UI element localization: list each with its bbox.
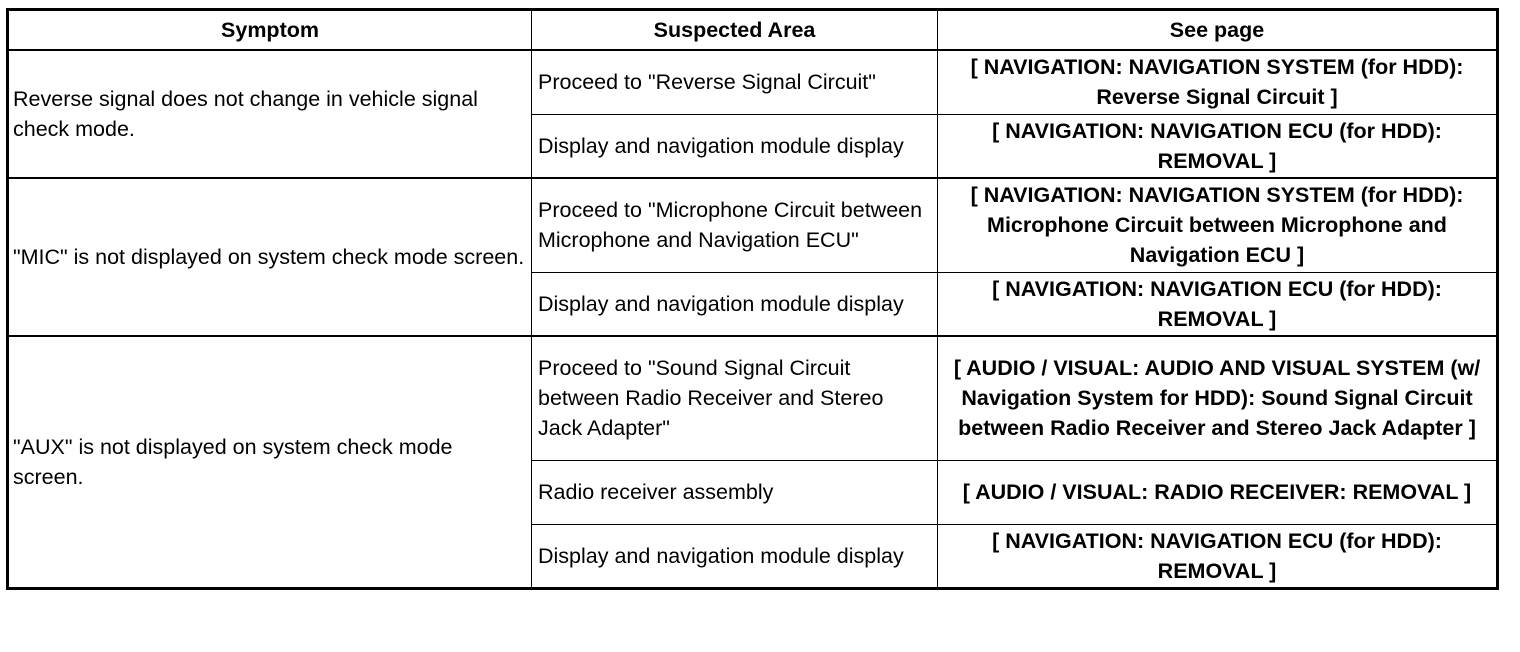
header-see-page: See page: [938, 10, 1498, 51]
troubleshooting-table: [6, 8, 1499, 590]
see-page-cell: [ NAVIGATION: NAVIGATION ECU (for HDD): REMOVAL ]: [938, 272, 1498, 336]
symptom-cell: Reverse signal does not change in vehicle signal check mode.: [8, 50, 532, 178]
suspected-area-cell: Radio receiver assembly: [532, 460, 938, 524]
see-page-cell: [ NAVIGATION: NAVIGATION SYSTEM (for HDD): Reverse Signal Circuit ]: [938, 50, 1498, 114]
suspected-area-cell: Display and navigation module display: [532, 524, 938, 588]
symptom-cell: "MIC" is not displayed on system check mode screen.: [8, 178, 532, 336]
suspected-area-cell: Proceed to "Reverse Signal Circuit": [532, 50, 938, 114]
see-page-cell: [ AUDIO / VISUAL: RADIO RECEIVER: REMOVAL ]: [938, 460, 1498, 524]
suspected-area-cell: Display and navigation module display: [532, 272, 938, 336]
see-page-cell: [ AUDIO / VISUAL: AUDIO AND VISUAL SYSTEM (w/ Navigation System for HDD): Sound Signal Circuit between Radio Receiver and Stereo Jack Adapter ]: [938, 336, 1498, 460]
header-symptom: Symptom: [8, 10, 532, 51]
see-page-cell: [ NAVIGATION: NAVIGATION ECU (for HDD): REMOVAL ]: [938, 114, 1498, 178]
see-page-cell: [ NAVIGATION: NAVIGATION ECU (for HDD): REMOVAL ]: [938, 524, 1498, 588]
header-suspected-area: Suspected Area: [532, 10, 938, 51]
suspected-area-cell: Display and navigation module display: [532, 114, 938, 178]
see-page-cell: [ NAVIGATION: NAVIGATION SYSTEM (for HDD): Microphone Circuit between Microphone and Navigation ECU ]: [938, 178, 1498, 272]
suspected-area-cell: Proceed to "Microphone Circuit between Microphone and Navigation ECU": [532, 178, 938, 272]
symptom-cell: "AUX" is not displayed on system check mode screen.: [8, 336, 532, 588]
table-row: [8, 50, 1498, 114]
header-row: [8, 10, 1498, 51]
suspected-area-cell: Proceed to "Sound Signal Circuit between Radio Receiver and Stereo Jack Adapter": [532, 336, 938, 460]
table-row: [8, 336, 1498, 460]
table-row: [8, 178, 1498, 272]
